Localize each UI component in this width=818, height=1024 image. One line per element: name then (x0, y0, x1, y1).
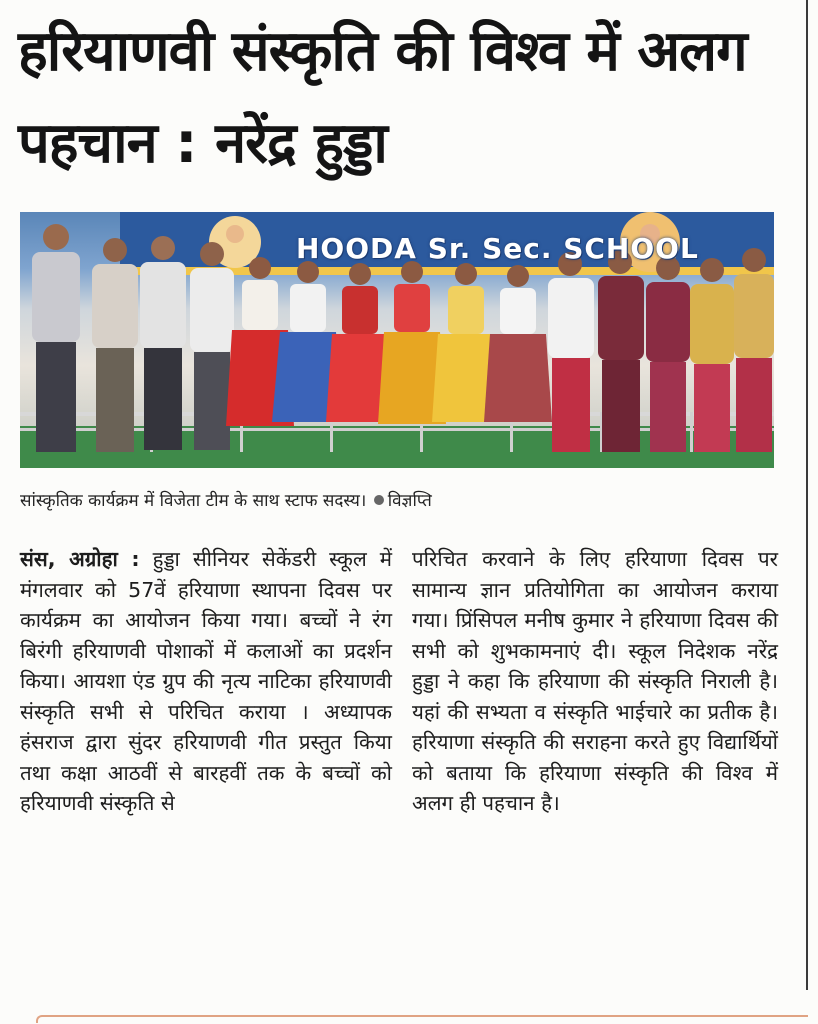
body-text-right: परिचित करवाने के लिए हरियाणा दिवस पर सामान्य ज्ञान प्रतियोगिता का आयोजन कराया गया। प्रिंसिपल मनीष कुमार ने हरियाणा दिवस की सभी को शुभकामनाएं दी। स्कूल निदेशक नरेंद्र हुड्डा ने कहा कि हरियाणा की संस्कृति निराली है। यहां की सभ्यता व संस्कृति भाईचारे का प्रतीक है। हरियाणा संस्कृति की सराहना करते हुए विद्यार्थियों को बताया कि हरियाणा संस्कृति की विश्व में अलग ही पहचान है। (412, 547, 778, 815)
bottom-border (36, 1015, 808, 1023)
article-column-left (20, 544, 392, 819)
body-text-left: हुड्डा सीनियर सेकेंडरी स्कूल में मंगलवार को 57वें हरियाणा स्थापना दिवस पर कार्यक्रम का आयोजन किया गया। बच्चों ने रंग बिरंगी हरियाणवी पोशाकों में कलाओं का प्रदर्शन किया। आयशा एंड ग्रुप की नृत्य नाटिका हरियाणवी संस्कृति सभी से परिचित कराया । अध्यापक हंसराज द्वारा सुंदर हरियाणवी गीत प्रस्तुत किया तथा कक्षा आठवीं से बारहवीं तक के बच्चों को हरियाणवी संस्कृति से (20, 547, 392, 815)
column-divider (806, 0, 808, 990)
caption-text: सांस्कृतिक कार्यक्रम में विजेता टीम के साथ स्टाफ सदस्य। (20, 491, 367, 511)
photo-caption (20, 488, 780, 511)
bullet-icon (374, 495, 384, 505)
article-column-right (412, 544, 778, 819)
school-banner-text: HOODA Sr. Sec. SCHOOL (296, 232, 699, 265)
headline: हरियाणवी संस्कृति की विश्व में अलग पहचान : नरेंद्र हुड्डा (18, 19, 747, 176)
dateline: संस, अग्रोहा : (20, 547, 140, 571)
caption-credit: विज्ञप्ति (387, 491, 432, 511)
